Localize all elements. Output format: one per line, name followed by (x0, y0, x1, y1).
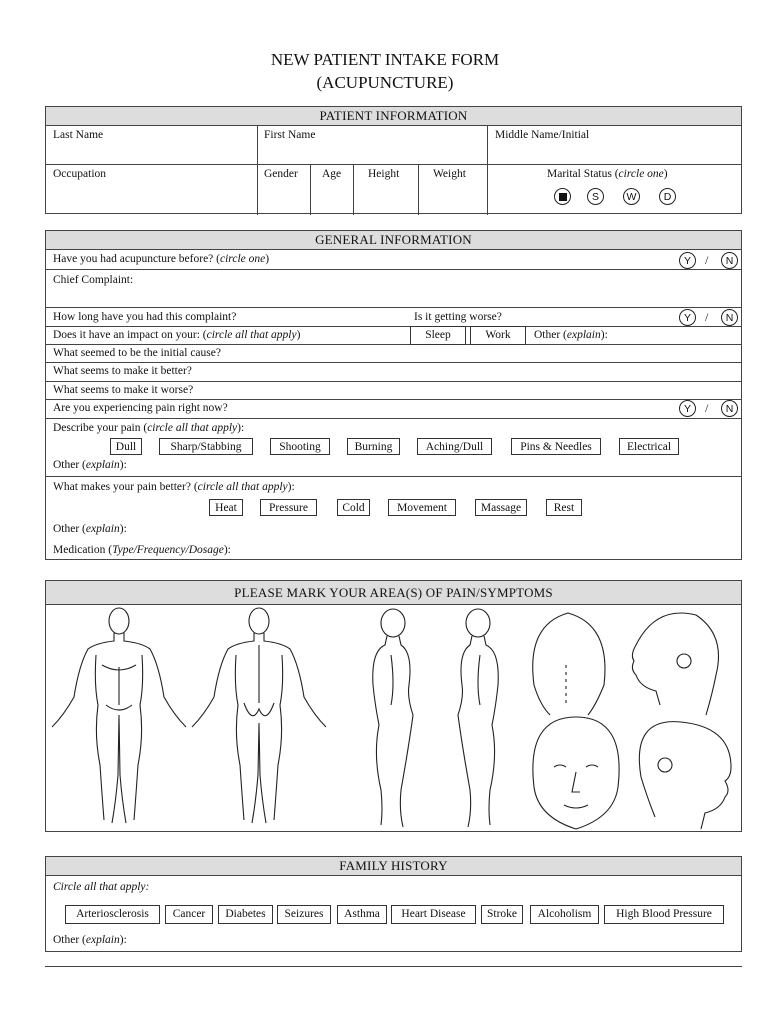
relief-massage[interactable]: Massage (475, 499, 527, 516)
head-back-view (533, 613, 605, 715)
form-title: NEW PATIENT INTAKE FORM (270, 50, 500, 69)
last-name-field[interactable]: Last Name (53, 129, 104, 141)
general-information-section: GENERAL INFORMATION Have you had acupuncture before? (circle one) Y / N Chief Complaint: How long have you had this complaint? Is it getting worse? Y / N Does it have an impact on your: (circle all that apply) Sleep Work Other (explain): What seemed to be the initial cause? What seems to make it better? What seems to make it worse? Are you experiencing pain right now? Y / N Describe your pain (circle all that apply): Dull Sharp/Stabbing Shooting Burning Aching/Dull Pins & Needles Electrical Other (explain): What makes your pain better? (circle all that apply): Heat Pressure Cold Movement Massage Rest Other (explain): Medication (Type/Frequency/Dosage): (45, 230, 742, 560)
describe-pain-label: Describe your pain (circle all that apply): (53, 422, 245, 434)
medication-field[interactable]: Medication (Type/Frequency/Dosage): (53, 544, 231, 556)
side-body-figure-left (458, 609, 498, 827)
family-other-field[interactable]: Other (explain): (53, 934, 127, 946)
marital-status-label: Marital Status (circle one) (547, 168, 668, 180)
impact-work[interactable]: Work (470, 326, 526, 345)
middle-name-field[interactable]: Middle Name/Initial (495, 129, 590, 141)
relief-cold[interactable]: Cold (337, 499, 370, 516)
pain-now-yes[interactable]: Y (679, 400, 696, 417)
pain-aching-dull[interactable]: Aching/Dull (417, 438, 492, 455)
makes-worse-field[interactable]: What seems to make it worse? (53, 384, 194, 396)
family-arteriosclerosis[interactable]: Arteriosclerosis (65, 905, 160, 924)
family-stroke[interactable]: Stroke (481, 905, 523, 924)
occupation-field[interactable]: Occupation (53, 168, 107, 180)
family-asthma[interactable]: Asthma (337, 905, 387, 924)
pain-better-label: What makes your pain better? (circle all that apply): (53, 481, 295, 493)
pain-map-section (45, 580, 742, 832)
form-subtitle: (ACUPUNCTURE) (316, 73, 454, 92)
footer-divider (45, 966, 742, 967)
family-heart-disease[interactable]: Heart Disease (391, 905, 476, 924)
weight-field[interactable]: Weight (433, 168, 466, 180)
relief-heat[interactable]: Heat (209, 499, 243, 516)
worse-yes[interactable]: Y (679, 309, 696, 326)
age-field[interactable]: Age (322, 168, 342, 180)
marital-option-s[interactable]: S (587, 188, 604, 205)
body-diagram[interactable] (46, 605, 741, 832)
head-side-view-left (639, 722, 731, 829)
family-high-blood-pressure[interactable]: High Blood Pressure (604, 905, 724, 924)
acupuncture-before-question: Have you had acupuncture before? (circle one) (53, 253, 270, 265)
acupuncture-no[interactable]: N (721, 252, 738, 269)
family-diabetes[interactable]: Diabetes (218, 905, 273, 924)
impact-question: Does it have an impact on your: (circle all that apply) (53, 329, 301, 341)
impact-sleep[interactable]: Sleep (410, 326, 466, 345)
pain-pins-needles[interactable]: Pins & Needles (511, 438, 601, 455)
pain-sharp-stabbing[interactable]: Sharp/Stabbing (159, 438, 253, 455)
relief-movement[interactable]: Movement (388, 499, 456, 516)
acupuncture-yes[interactable]: Y (679, 252, 696, 269)
back-body-figure (192, 608, 326, 823)
initial-cause-field[interactable]: What seemed to be the initial cause? (53, 347, 221, 359)
relief-pressure[interactable]: Pressure (260, 499, 317, 516)
first-name-field[interactable]: First Name (264, 129, 316, 141)
relief-other-field[interactable]: Other (explain): (53, 523, 127, 535)
general-information-header: GENERAL INFORMATION (46, 231, 741, 250)
pain-burning[interactable]: Burning (347, 438, 400, 455)
makes-better-field[interactable]: What seems to make it better? (53, 365, 192, 377)
pain-electrical[interactable]: Electrical (619, 438, 679, 455)
getting-worse-question: Is it getting worse? (414, 311, 502, 323)
gender-field[interactable]: Gender (264, 168, 298, 180)
chief-complaint-field[interactable]: Chief Complaint: (53, 274, 134, 286)
worse-no[interactable]: N (721, 309, 738, 326)
pain-map-header: PLEASE MARK YOUR AREA(S) OF PAIN/SYMPTOMS (46, 581, 741, 605)
how-long-field[interactable]: How long have you had this complaint? (53, 311, 237, 323)
family-cancer[interactable]: Cancer (165, 905, 213, 924)
patient-information-section (45, 106, 742, 214)
pain-now-question: Are you experiencing pain right now? (53, 402, 228, 414)
relief-rest[interactable]: Rest (546, 499, 582, 516)
pain-now-no[interactable]: N (721, 400, 738, 417)
patient-information-header: PATIENT INFORMATION (46, 107, 741, 126)
side-body-figure-right (373, 609, 413, 827)
height-field[interactable]: Height (368, 168, 400, 180)
head-front-view (533, 717, 619, 829)
family-alcoholism[interactable]: Alcoholism (530, 905, 599, 924)
marital-option-w[interactable]: W (623, 188, 640, 205)
head-side-view-right (632, 613, 718, 715)
marital-option-m[interactable]: M (554, 188, 571, 205)
marital-option-d[interactable]: D (659, 188, 676, 205)
pain-shooting[interactable]: Shooting (270, 438, 330, 455)
front-body-figure (52, 608, 186, 823)
family-history-header: FAMILY HISTORY (46, 857, 741, 876)
family-seizures[interactable]: Seizures (277, 905, 331, 924)
pain-dull[interactable]: Dull (110, 438, 142, 455)
pain-other-field[interactable]: Other (explain): (53, 459, 127, 471)
impact-other-field[interactable]: Other (explain): (534, 329, 608, 341)
circle-all-instruction: Circle all that apply: (53, 881, 150, 893)
family-history-section (45, 856, 742, 952)
